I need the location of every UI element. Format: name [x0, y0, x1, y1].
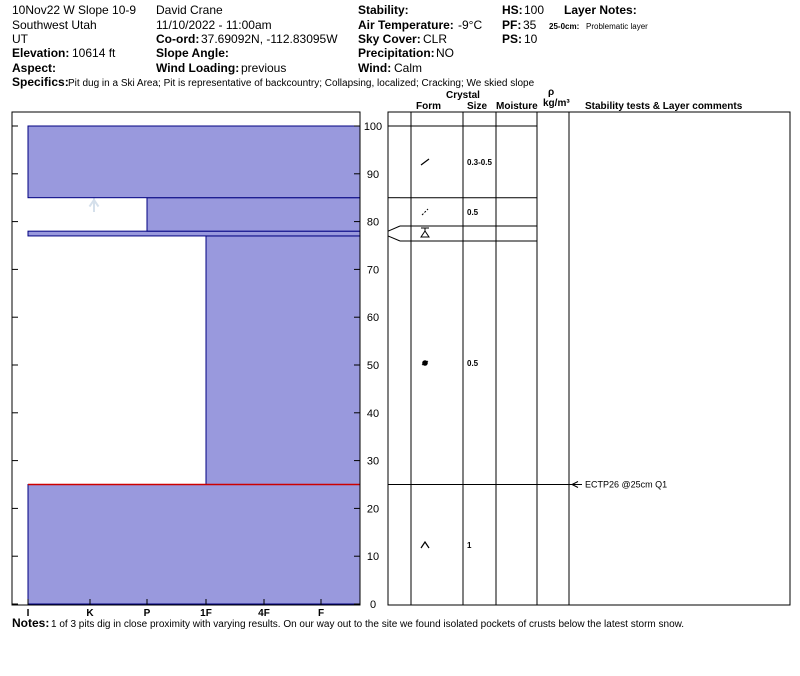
height-tick-label: 100 — [363, 121, 383, 133]
density-symbol: ρ — [548, 87, 555, 98]
hardness-tick-label: F — [317, 608, 325, 619]
size-header: Size — [467, 101, 488, 112]
rounded-grain-icon — [422, 360, 428, 366]
height-tick-label: 90 — [366, 168, 380, 181]
stability-tests — [388, 480, 667, 490]
wind-value: Calm — [394, 61, 423, 75]
height-tick-label: 80 — [366, 216, 380, 229]
height-tick-label: 40 — [366, 407, 380, 420]
grain-forms — [421, 159, 429, 548]
state: UT — [12, 32, 28, 46]
grain-size-label: 0.5 — [467, 208, 479, 217]
depth-hoar-icon — [421, 542, 429, 548]
hardness-tick-label: P — [143, 608, 151, 619]
density-unit: kg/m³ — [543, 98, 570, 109]
air-temperature-label: Air Temperature: — [358, 18, 454, 32]
stability-tests-header: Stability tests & Layer comments — [585, 101, 743, 112]
height-tick-label: 30 — [366, 455, 380, 468]
sky-cover-label: Sky Cover: — [358, 32, 421, 46]
pf-label: PF: — [502, 18, 522, 32]
wind-loading-label: Wind Loading: — [156, 61, 240, 75]
crystal-header: Crystal — [446, 90, 480, 101]
height-tick-label: 60 — [366, 312, 380, 325]
hardness-layer-bar — [147, 198, 360, 231]
form-header: Form — [416, 101, 441, 112]
specifics-label: Specifics: — [12, 75, 69, 89]
precipitation-value: NO — [436, 46, 454, 60]
coord-value: 37.69092N, -112.83095W — [201, 32, 338, 46]
hardness-tick-label: K — [86, 608, 94, 619]
layer-notes-label: Layer Notes: — [564, 3, 637, 17]
elevation-label: Elevation: — [12, 46, 70, 60]
ps-label: PS: — [502, 32, 523, 46]
grain-size-label: 0.5 — [467, 359, 479, 368]
stability-label: Stability: — [358, 3, 409, 17]
elevation-value: 10614 ft — [72, 46, 116, 60]
layer-table-frame — [388, 112, 790, 605]
hardness-layers — [28, 126, 360, 604]
hardness-tick-label: 1F — [200, 608, 212, 619]
hardness-layer-bar — [206, 236, 360, 485]
grain-sizes — [467, 158, 492, 550]
height-tick-label: 20 — [366, 503, 380, 516]
hs-value: 100 — [524, 3, 545, 17]
pf-value: 35 — [523, 18, 537, 32]
boundary-connector — [388, 226, 400, 231]
sky-cover-value: CLR — [423, 32, 448, 46]
height-tick-label: 10 — [366, 551, 380, 564]
crust-over-faceted-icon — [421, 228, 429, 237]
precipitation-particles-icon — [421, 159, 429, 165]
layer-note-text: Problematic layer — [586, 22, 648, 31]
aspect-label: Aspect: — [12, 61, 57, 75]
notes-text: 1 of 3 pits dig in close proximity with varying results. On our way out to the site we found isolated pockets of crusts below the latest storm snow. — [51, 619, 685, 630]
grain-size-label: 0.3-0.5 — [467, 158, 492, 167]
hardness-layer-bar — [28, 126, 360, 198]
table-columns — [411, 112, 569, 605]
grain-size-label: 1 — [467, 541, 472, 550]
height-tick-label: 50 — [366, 360, 380, 372]
ps-value: 10 — [524, 32, 538, 46]
boundary-connector — [388, 236, 400, 241]
hardness-layer-bar — [28, 485, 360, 605]
datetime: 11/10/2022 - 11:00am — [156, 18, 272, 32]
notes-label: Notes: — [12, 616, 50, 630]
hardness-layer-bar — [28, 231, 360, 236]
observer: David Crane — [156, 3, 223, 17]
hardness-tick-label: 4F — [258, 608, 270, 619]
region: Southwest Utah — [12, 18, 97, 32]
hs-label: HS: — [502, 3, 523, 17]
air-temperature-value: -9°C — [458, 18, 483, 32]
specifics-text: Pit dug in a Ski Area; Pit is representative of backcountry; Collapsing, localized; Cracking; We skied slope — [68, 78, 535, 89]
slope-angle-label: Slope Angle: — [156, 46, 229, 60]
decomposed-fragments-icon — [422, 209, 428, 215]
pit-name: 10Nov22 W Slope 10-9 — [12, 3, 137, 17]
layer-note-depth: 25-0cm: — [549, 22, 580, 31]
stability-test-label: ECTP26 @25cm Q1 — [585, 479, 668, 490]
height-tick-label: 70 — [366, 264, 380, 277]
height-tick-label: 0 — [369, 599, 377, 611]
precipitation-label: Precipitation: — [358, 46, 435, 60]
wind-loading-value: previous — [241, 61, 287, 75]
hardness-tick-label: I — [26, 608, 30, 619]
height-axis — [364, 121, 382, 611]
wind-label: Wind: — [358, 61, 392, 75]
moisture-header: Moisture — [496, 101, 538, 112]
coord-label: Co-ord: — [156, 32, 200, 46]
